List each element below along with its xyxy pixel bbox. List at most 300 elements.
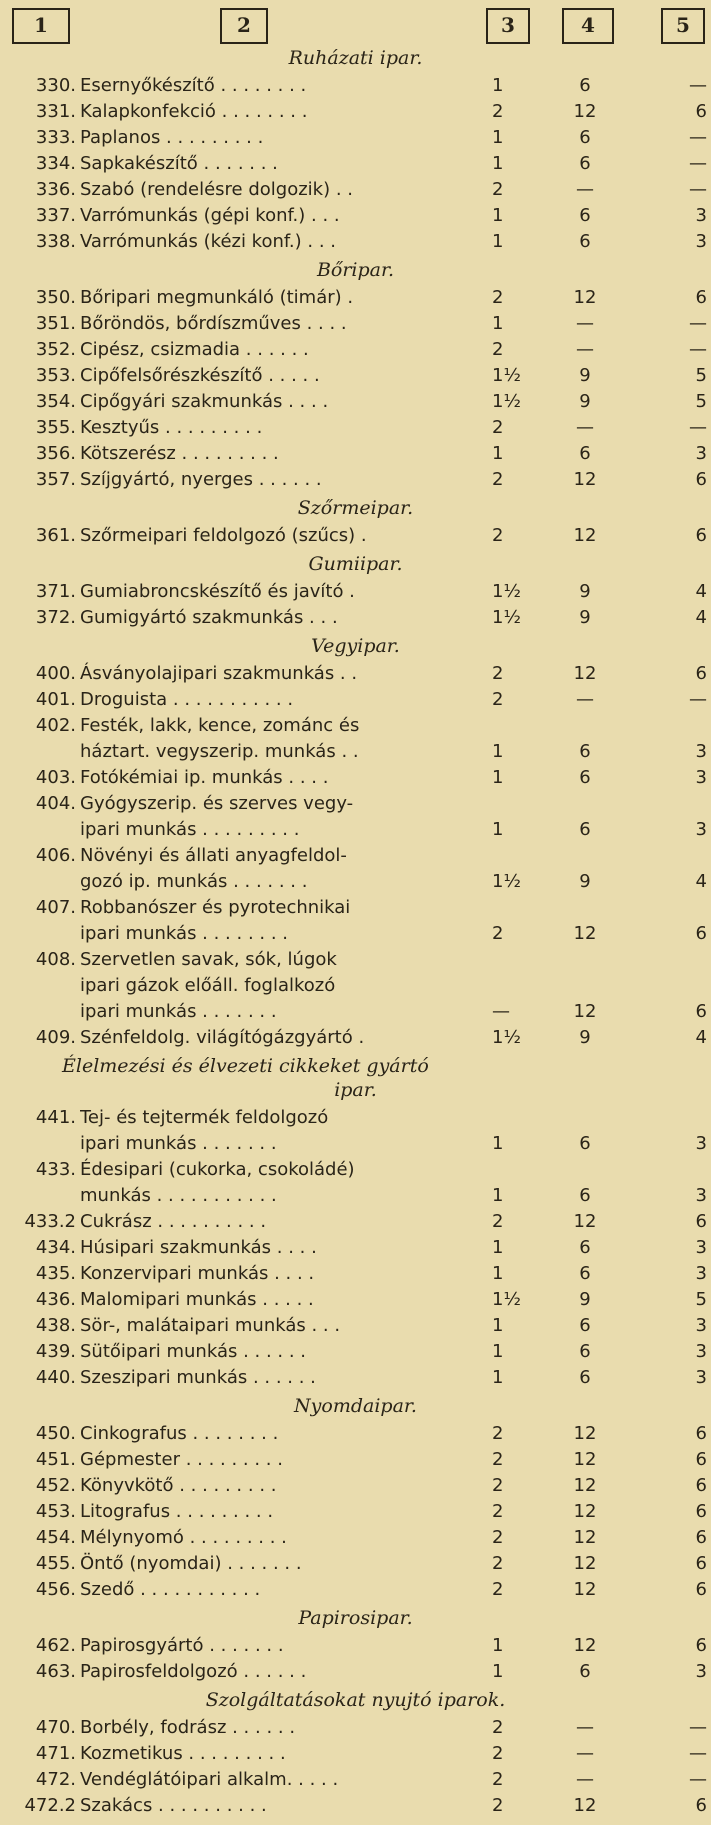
col4-value: 9 <box>579 871 591 892</box>
col5-value: 3 <box>695 1661 707 1682</box>
col3-value: 2 <box>492 417 504 438</box>
row-number: 434. <box>35 1237 76 1258</box>
col4-value: 12 <box>573 1449 597 1470</box>
row-number: 438. <box>35 1315 76 1336</box>
row-number: 404. <box>35 793 76 814</box>
col4-value <box>552 895 618 921</box>
table-row <box>0 869 711 895</box>
occupation-name: Kötszerész . . . . . . . . . <box>80 443 279 464</box>
col4-value: 6 <box>579 205 591 226</box>
row-number: 354. <box>35 391 76 412</box>
col5-value: 6 <box>695 663 707 684</box>
col3-value: 1 <box>492 75 504 96</box>
row-number: 403. <box>35 767 76 788</box>
col5-value: — <box>689 1717 707 1738</box>
col4-value: — <box>576 339 594 360</box>
section-title: Vegyipar. <box>311 635 400 657</box>
col5-value: 6 <box>695 1553 707 1574</box>
col5-value <box>618 843 711 869</box>
col3-value: 2 <box>492 1743 504 1764</box>
table-row <box>0 389 711 415</box>
section-title: ipar. <box>334 1079 377 1101</box>
row-number: 453. <box>35 1501 76 1522</box>
occupation-name: Szakács . . . . . . . . . . <box>80 1795 267 1816</box>
section-title: Ruházati ipar. <box>288 47 423 69</box>
col4-value: 6 <box>579 1367 591 1388</box>
row-number: 334. <box>35 153 76 174</box>
col4-value: 12 <box>573 1501 597 1522</box>
occupation-table <box>0 43 711 1819</box>
col3-value <box>492 713 552 739</box>
col5-value: 3 <box>695 1185 707 1206</box>
col3-value <box>492 1105 552 1131</box>
col4-value: 12 <box>573 1001 597 1022</box>
table-row <box>0 1131 711 1157</box>
occupation-name: ipari munkás . . . . . . . <box>80 1001 277 1022</box>
occupation-name: ipari munkás . . . . . . . <box>80 1133 277 1154</box>
col3-value: 1½ <box>492 607 521 628</box>
table-row <box>0 973 711 999</box>
col3-value: 1 <box>492 1661 504 1682</box>
occupation-name: Növényi és állati anyagfeldol- <box>80 845 347 866</box>
col5-value <box>618 1157 711 1183</box>
col5-value: 3 <box>695 205 707 226</box>
occupation-name: Kalapkonfekció . . . . . . . . <box>80 101 308 122</box>
section-title: Szőrmeipar. <box>297 497 414 519</box>
column-header-1: 1 <box>12 8 70 44</box>
occupation-name: Bőripari megmunkáló (timár) . <box>80 287 354 308</box>
col5-value: — <box>689 127 707 148</box>
col3-value: 2 <box>492 1527 504 1548</box>
col5-value: 3 <box>695 1263 707 1284</box>
col4-value: 6 <box>579 1237 591 1258</box>
col3-value: 2 <box>492 1449 504 1470</box>
table-row <box>0 523 711 549</box>
section-title: Szolgáltatásokat nyujtó iparok. <box>205 1689 506 1711</box>
table-row <box>0 1025 711 1051</box>
col3-value: 1 <box>492 741 504 762</box>
col5-value: 3 <box>695 1133 707 1154</box>
col3-value: 2 <box>492 1423 504 1444</box>
col4-value: 6 <box>579 1263 591 1284</box>
col4-value: — <box>576 689 594 710</box>
occupation-name: Papirosfeldolgozó . . . . . . <box>80 1661 307 1682</box>
col3-value <box>492 1157 552 1183</box>
col3-value: 1½ <box>492 1027 521 1048</box>
col4-value <box>552 973 618 999</box>
col3-value: 1 <box>492 205 504 226</box>
table-row <box>0 687 711 713</box>
col3-value <box>492 791 552 817</box>
row-number: 355. <box>35 417 76 438</box>
col5-value: 5 <box>695 1289 707 1310</box>
col4-value: 6 <box>579 153 591 174</box>
row-number: 456. <box>35 1579 76 1600</box>
col4-value: 9 <box>579 581 591 602</box>
col3-value: 1 <box>492 1263 504 1284</box>
occupation-name: Sütőipari munkás . . . . . . <box>80 1341 307 1362</box>
occupation-name: Szabó (rendelésre dolgozik) . . <box>80 179 353 200</box>
table-row <box>0 1525 711 1551</box>
col5-value: 4 <box>695 1027 707 1048</box>
col4-value: 12 <box>573 1635 597 1656</box>
col3-value: 1½ <box>492 871 521 892</box>
col3-value: 1 <box>492 1185 504 1206</box>
col5-value <box>618 895 711 921</box>
col4-value: 6 <box>579 231 591 252</box>
row-number: 452. <box>35 1475 76 1496</box>
table-row <box>0 311 711 337</box>
occupation-name: Könyvkötő . . . . . . . . . <box>80 1475 277 1496</box>
col3-value: 1½ <box>492 391 521 412</box>
col3-value: 2 <box>492 689 504 710</box>
col3-value: 1 <box>492 1341 504 1362</box>
col3-value: 2 <box>492 1795 504 1816</box>
row-number: 439. <box>35 1341 76 1362</box>
table-row <box>0 791 711 817</box>
row-number: 435. <box>35 1263 76 1284</box>
row-number: 408. <box>35 949 76 970</box>
col4-value: 6 <box>579 1133 591 1154</box>
occupation-name: Szedő . . . . . . . . . . . <box>80 1579 261 1600</box>
occupation-name: Szénfeldolg. világítógázgyártó . <box>80 1027 365 1048</box>
table-row <box>0 1499 711 1525</box>
row-number: 353. <box>35 365 76 386</box>
col3-value <box>492 947 552 973</box>
col5-value: — <box>689 179 707 200</box>
row-number: 350. <box>35 287 76 308</box>
column-header-2: 2 <box>220 8 268 44</box>
col4-value: — <box>576 313 594 334</box>
col3-value: 1 <box>492 443 504 464</box>
row-number: 472. <box>35 1769 76 1790</box>
occupation-name: Cinkografus . . . . . . . . <box>80 1423 279 1444</box>
table-row <box>0 1261 711 1287</box>
occupation-name: Cipőgyári szakmunkás . . . . <box>80 391 329 412</box>
row-number: 450. <box>35 1423 76 1444</box>
col3-value: 2 <box>492 1769 504 1790</box>
col3-value: 1 <box>492 1315 504 1336</box>
section-title: Bőripar. <box>316 259 395 281</box>
col4-value: — <box>576 179 594 200</box>
table-row <box>0 1741 711 1767</box>
col4-value <box>552 947 618 973</box>
row-number <box>0 817 80 843</box>
row-number: 451. <box>35 1449 76 1470</box>
occupation-name: Festék, lakk, kence, zománc és <box>80 715 360 736</box>
col5-value: 6 <box>695 1579 707 1600</box>
col5-value <box>618 791 711 817</box>
occupation-name: Varrómunkás (kézi konf.) . . . <box>80 231 336 252</box>
row-number: 455. <box>35 1553 76 1574</box>
col4-value: 12 <box>573 1423 597 1444</box>
occupation-name: Cipőfelsőrészkészítő . . . . . <box>80 365 320 386</box>
col4-value: 12 <box>573 101 597 122</box>
col4-value: 6 <box>579 1315 591 1336</box>
row-number: 357. <box>35 469 76 490</box>
occupation-name: Cukrász . . . . . . . . . . <box>80 1211 267 1232</box>
occupation-name: Tej- és tejtermék feldolgozó <box>80 1107 329 1128</box>
col5-value <box>618 1105 711 1131</box>
col5-value: 3 <box>695 819 707 840</box>
col3-value: 2 <box>492 1717 504 1738</box>
occupation-name: Húsipari szakmunkás . . . . <box>80 1237 317 1258</box>
col4-value: 6 <box>579 1661 591 1682</box>
table-row <box>0 125 711 151</box>
col3-value: 1 <box>492 1367 504 1388</box>
table-row <box>0 1339 711 1365</box>
row-number: 462. <box>35 1635 76 1656</box>
table-row <box>0 661 711 687</box>
occupation-name: Szőrmeipari feldolgozó (szűcs) . <box>80 525 367 546</box>
row-number <box>0 921 80 947</box>
occupation-name: Sapkakészítő . . . . . . . <box>80 153 278 174</box>
col3-value: 1 <box>492 1635 504 1656</box>
col5-value <box>618 973 711 999</box>
occupation-name: Szíjgyártó, nyerges . . . . . . <box>80 469 322 490</box>
col4-value: 6 <box>579 1185 591 1206</box>
col5-value: — <box>689 153 707 174</box>
occupation-name: Fotókémiai ip. munkás . . . . <box>80 767 329 788</box>
row-number <box>0 973 80 999</box>
row-number: 331. <box>35 101 76 122</box>
col4-value: 12 <box>573 1579 597 1600</box>
col4-value <box>552 1157 618 1183</box>
col3-value: 2 <box>492 1475 504 1496</box>
col4-value <box>552 713 618 739</box>
row-number: 336. <box>35 179 76 200</box>
table-row <box>0 363 711 389</box>
col4-value: 12 <box>573 1795 597 1816</box>
col5-value: 6 <box>695 287 707 308</box>
occupation-name: Öntő (nyomdai) . . . . . . . <box>80 1553 302 1574</box>
section-title: Papirosipar. <box>298 1607 413 1629</box>
occupation-name: Varrómunkás (gépi konf.) . . . <box>80 205 340 226</box>
col5-value: 5 <box>695 365 707 386</box>
col4-value <box>552 791 618 817</box>
col3-value: 2 <box>492 101 504 122</box>
col4-value: — <box>576 1743 594 1764</box>
row-number <box>0 869 80 895</box>
occupation-name: Kozmetikus . . . . . . . . . <box>80 1743 286 1764</box>
col4-value: 6 <box>579 767 591 788</box>
table-row <box>0 1447 711 1473</box>
table-row <box>0 817 711 843</box>
occupation-name: Papirosgyártó . . . . . . . <box>80 1635 284 1656</box>
col4-value: 12 <box>573 287 597 308</box>
col5-value: 6 <box>695 1001 707 1022</box>
occupation-name: ipari gázok előáll. foglalkozó <box>80 975 336 996</box>
row-number: 333. <box>35 127 76 148</box>
col5-value: 6 <box>695 525 707 546</box>
row-number: 472.2 <box>24 1795 76 1816</box>
occupation-name: Szervetlen savak, sók, lúgok <box>80 949 337 970</box>
table-row <box>0 1157 711 1183</box>
column-header-3: 3 <box>486 8 530 44</box>
col3-value: 2 <box>492 525 504 546</box>
col5-value: 6 <box>695 1423 707 1444</box>
col5-value: 3 <box>695 1341 707 1362</box>
col5-value: 6 <box>695 1211 707 1232</box>
row-number: 338. <box>35 231 76 252</box>
occupation-name: Borbély, fodrász . . . . . . <box>80 1717 296 1738</box>
row-number: 361. <box>35 525 76 546</box>
row-number: 400. <box>35 663 76 684</box>
row-number: 402. <box>35 715 76 736</box>
occupation-name: ipari munkás . . . . . . . . . <box>80 819 300 840</box>
column-header-5: 5 <box>661 8 705 44</box>
occupation-name: Robbanószer és pyrotechnikai <box>80 897 351 918</box>
table-row <box>0 151 711 177</box>
row-number: 440. <box>35 1367 76 1388</box>
row-number: 352. <box>35 339 76 360</box>
row-number: 433. <box>35 1159 76 1180</box>
table-row <box>0 579 711 605</box>
table-row <box>0 415 711 441</box>
table-row <box>0 1551 711 1577</box>
col5-value: — <box>689 75 707 96</box>
row-number <box>0 999 80 1025</box>
occupation-name: Esernyőkészítő . . . . . . . . <box>80 75 307 96</box>
table-row <box>0 1105 711 1131</box>
col5-value: 4 <box>695 581 707 602</box>
col3-value: 2 <box>492 179 504 200</box>
col3-value: 2 <box>492 1501 504 1522</box>
col5-value: — <box>689 313 707 334</box>
row-number: 436. <box>35 1289 76 1310</box>
occupation-name: munkás . . . . . . . . . . . <box>80 1185 277 1206</box>
col4-value: 12 <box>573 663 597 684</box>
col5-value: 3 <box>695 443 707 464</box>
row-number: 441. <box>35 1107 76 1128</box>
row-number: 406. <box>35 845 76 866</box>
occupation-name: Malomipari munkás . . . . . <box>80 1289 314 1310</box>
table-row <box>0 337 711 363</box>
col3-value <box>492 843 552 869</box>
col3-value: 1½ <box>492 365 521 386</box>
col5-value: — <box>689 417 707 438</box>
occupation-name: gozó ip. munkás . . . . . . . <box>80 871 308 892</box>
section-title: Nyomdaipar. <box>294 1395 417 1417</box>
col3-value: 2 <box>492 1211 504 1232</box>
occupation-name: ipari munkás . . . . . . . . <box>80 923 288 944</box>
col5-value: 3 <box>695 1237 707 1258</box>
col5-value: 6 <box>695 1449 707 1470</box>
table-row <box>0 229 711 255</box>
occupation-name: Litografus . . . . . . . . . <box>80 1501 274 1522</box>
row-number: 407. <box>35 897 76 918</box>
col5-value: 6 <box>695 101 707 122</box>
occupation-name: Sör-, malátaipari munkás . . . <box>80 1315 341 1336</box>
table-row <box>0 1659 711 1685</box>
occupation-name: Ásványolajipari szakmunkás . . <box>80 663 358 684</box>
col4-value: 9 <box>579 365 591 386</box>
col5-value: 6 <box>695 1635 707 1656</box>
occupation-name: Kesztyűs . . . . . . . . . <box>80 417 263 438</box>
col3-value: 1 <box>492 819 504 840</box>
col3-value: 2 <box>492 469 504 490</box>
col5-value: — <box>689 689 707 710</box>
table-row <box>0 1287 711 1313</box>
col4-value: — <box>576 1769 594 1790</box>
table-row <box>0 713 711 739</box>
table-row <box>0 1793 711 1819</box>
table-row <box>0 1365 711 1391</box>
table-row <box>0 1633 711 1659</box>
table-row <box>0 99 711 125</box>
table-row <box>0 1235 711 1261</box>
row-number: 401. <box>35 689 76 710</box>
row-number: 356. <box>35 443 76 464</box>
table-row <box>0 921 711 947</box>
row-number: 337. <box>35 205 76 226</box>
row-number: 330. <box>35 75 76 96</box>
col4-value: 9 <box>579 1027 591 1048</box>
occupation-name: Szeszipari munkás . . . . . . <box>80 1367 316 1388</box>
occupation-name: Gépmester . . . . . . . . . <box>80 1449 283 1470</box>
section-title: Élelmezési és élvezeti cikkeket gyártó <box>62 1055 429 1077</box>
row-number: 463. <box>35 1661 76 1682</box>
col3-value <box>492 895 552 921</box>
col3-value: 1 <box>492 767 504 788</box>
row-number: 454. <box>35 1527 76 1548</box>
col4-value: — <box>576 1717 594 1738</box>
col4-value: 9 <box>579 607 591 628</box>
table-row <box>0 73 711 99</box>
occupation-name: Konzervipari munkás . . . . <box>80 1263 315 1284</box>
col5-value: 3 <box>695 1315 707 1336</box>
col5-value: 6 <box>695 923 707 944</box>
col5-value: 4 <box>695 607 707 628</box>
table-row <box>0 1313 711 1339</box>
col4-value: 12 <box>573 1475 597 1496</box>
occupation-name: Édesipari (cukorka, csokoládé) <box>80 1159 355 1180</box>
col4-value: 6 <box>579 443 591 464</box>
table-row <box>0 1767 711 1793</box>
table-row <box>0 467 711 493</box>
row-number <box>0 1183 80 1209</box>
table-row <box>0 1421 711 1447</box>
col5-value: — <box>689 339 707 360</box>
col4-value <box>552 1105 618 1131</box>
col3-value <box>492 973 552 999</box>
col4-value: 6 <box>579 741 591 762</box>
occupation-name: háztart. vegyszerip. munkás . . <box>80 741 359 762</box>
col5-value: 6 <box>695 469 707 490</box>
col5-value: — <box>689 1769 707 1790</box>
col4-value: 9 <box>579 1289 591 1310</box>
occupation-name: Mélynyomó . . . . . . . . . <box>80 1527 287 1548</box>
row-number: 371. <box>35 581 76 602</box>
col4-value: 12 <box>573 469 597 490</box>
table-row <box>0 1183 711 1209</box>
occupation-name: Cipész, csizmadia . . . . . . <box>80 339 309 360</box>
row-number: 471. <box>35 1743 76 1764</box>
col3-value: 1½ <box>492 581 521 602</box>
table-row <box>0 605 711 631</box>
col3-value: 2 <box>492 339 504 360</box>
table-row <box>0 441 711 467</box>
table-row <box>0 1715 711 1741</box>
col5-value: 5 <box>695 391 707 412</box>
col5-value: 4 <box>695 871 707 892</box>
col3-value: 2 <box>492 287 504 308</box>
col3-value: 2 <box>492 1553 504 1574</box>
row-number: 351. <box>35 313 76 334</box>
col4-value: 6 <box>579 75 591 96</box>
col5-value: 6 <box>695 1795 707 1816</box>
table-row <box>0 765 711 791</box>
